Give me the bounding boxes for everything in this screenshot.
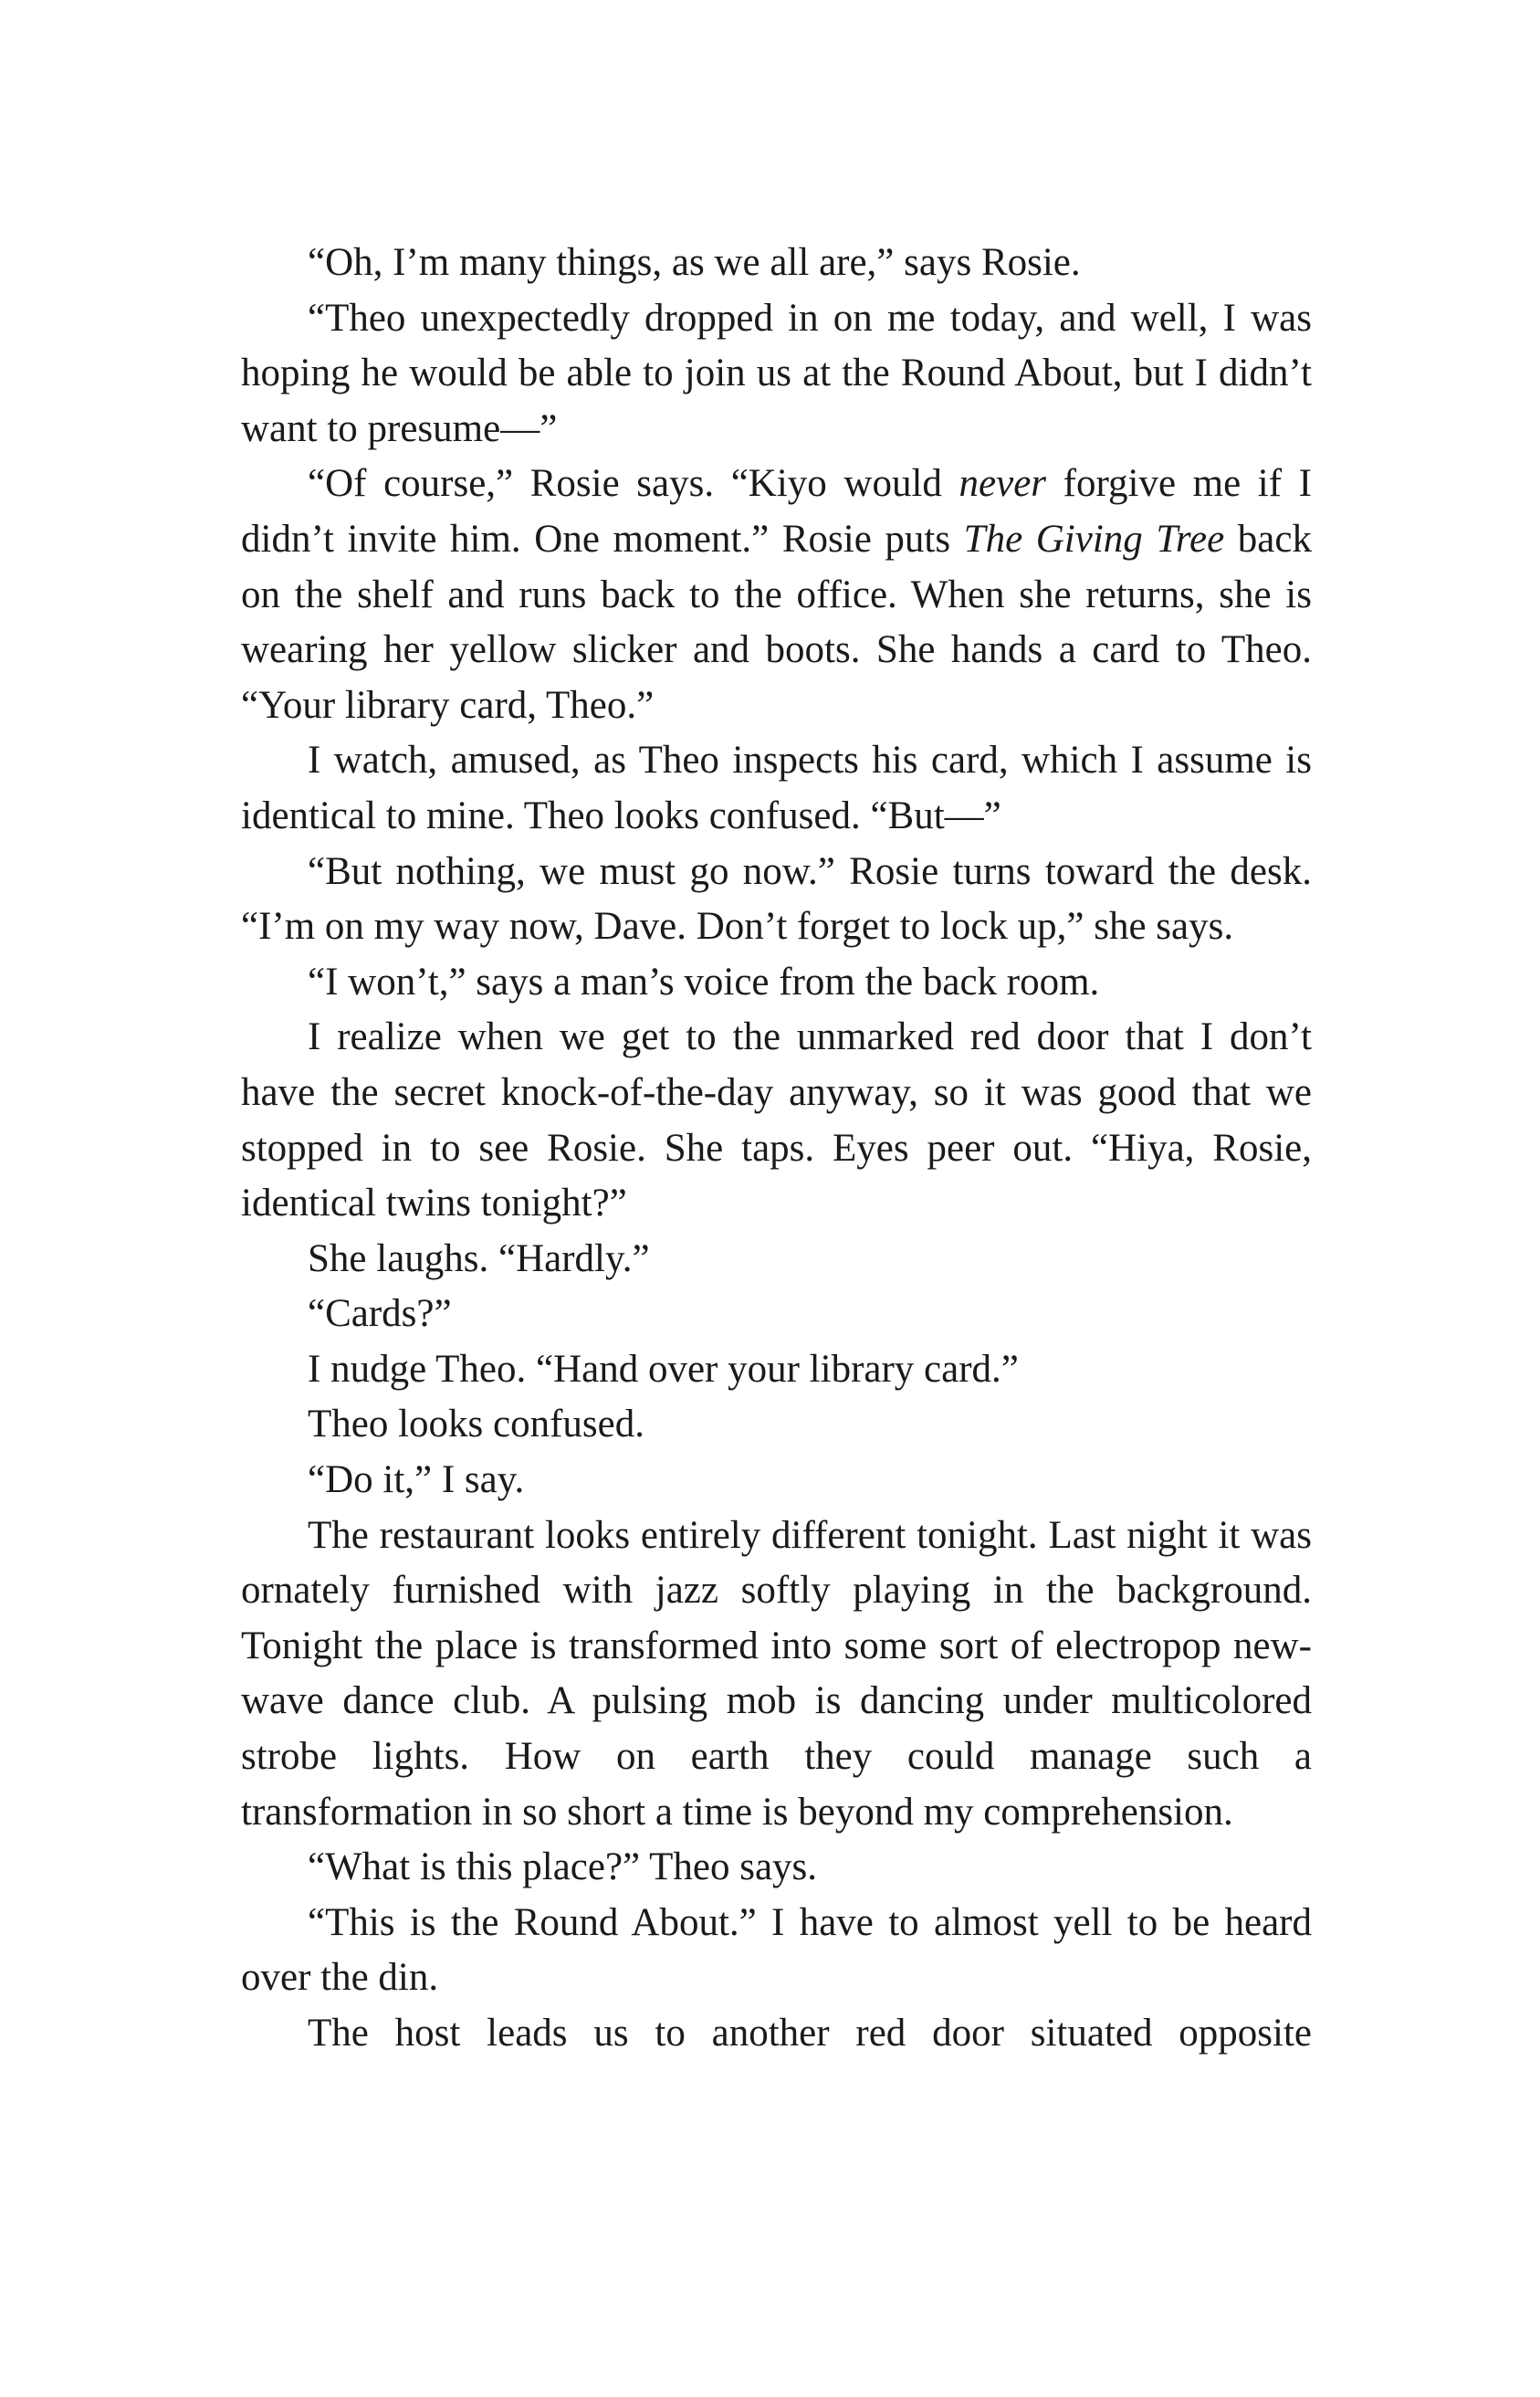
paragraph <box>241 291 1312 457</box>
paragraph <box>241 1453 1312 1509</box>
paragraph <box>241 845 1312 955</box>
text-run: I realize when we get to the unmarked red door that I don’t have the secret knock-of-the-day anyway, so it was good that we stopped in to see Rosie. She taps. Eyes peer out. “Hiya, Rosie, identical twins tonight?” <box>241 1015 1312 1225</box>
paragraph <box>241 955 1312 1011</box>
text-run: “Do it,” I say. <box>308 1458 525 1502</box>
paragraph <box>241 733 1312 844</box>
text-run: “What is this place?” Theo says. <box>308 1845 818 1889</box>
text-run: “Of course,” Rosie says. “Kiyo would <box>308 462 959 506</box>
text-run: “But nothing, we must go now.” Rosie turns toward the desk. “I’m on my way now, Dave. Don’t forget to lock up,” she says. <box>241 849 1312 949</box>
paragraph <box>241 1287 1312 1342</box>
text-run: “This is the Round About.” I have to almost yell to be heard over the din. <box>241 1900 1312 2000</box>
text-run: Theo looks confused. <box>308 1403 645 1446</box>
text-run: back on the shelf and runs back to the office. When she returns, she is wearing her yellow slicker and boots. She hands a card to Theo. “Your library card, Theo.” <box>241 517 1312 727</box>
text-run: “Oh, I’m many things, as we all are,” says Rosie. <box>308 241 1081 284</box>
text-run: “I won’t,” says a man’s voice from the back room. <box>308 960 1100 1004</box>
paragraph <box>241 1232 1312 1288</box>
text-run: “Cards?” <box>308 1292 452 1336</box>
book-page-body <box>241 236 1312 2062</box>
text-run: The restaurant looks entirely different tonight. Last night it was ornately furnished with jazz softly playing in the background. Tonight the place is transformed into some sort of electropop new-wave dance club. A pulsing mob is dancing under multicolored strobe lights. How on earth they could manage such a transformation in so short a time is beyond my comprehension. <box>241 1513 1312 1834</box>
book-title-text: The Giving Tree <box>963 517 1225 561</box>
paragraph <box>241 457 1312 733</box>
text-run: I nudge Theo. “Hand over your library card.” <box>308 1347 1019 1391</box>
paragraph <box>241 236 1312 291</box>
paragraph <box>241 1840 1312 1896</box>
paragraph <box>241 1509 1312 1841</box>
paragraph <box>241 1342 1312 1398</box>
paragraph <box>241 1010 1312 1231</box>
text-run: The host leads us to another red door situated opposite <box>308 2012 1312 2055</box>
paragraph <box>241 1397 1312 1453</box>
text-run: “Theo unexpectedly dropped in on me today, and well, I was hoping he would be able to join us at the Round About, but I didn’t want to presume—” <box>241 296 1312 450</box>
emphasis-text: never <box>959 462 1047 506</box>
text-run: forgive me if I didn’t invite him. One moment.” Rosie puts <box>241 462 1312 561</box>
text-run: She laughs. “Hardly.” <box>308 1236 650 1280</box>
paragraph <box>241 1896 1312 2006</box>
text-run: I watch, amused, as Theo inspects his card, which I assume is identical to mine. Theo looks confused. “But—” <box>241 739 1312 837</box>
paragraph-last-line <box>241 2006 1312 2062</box>
